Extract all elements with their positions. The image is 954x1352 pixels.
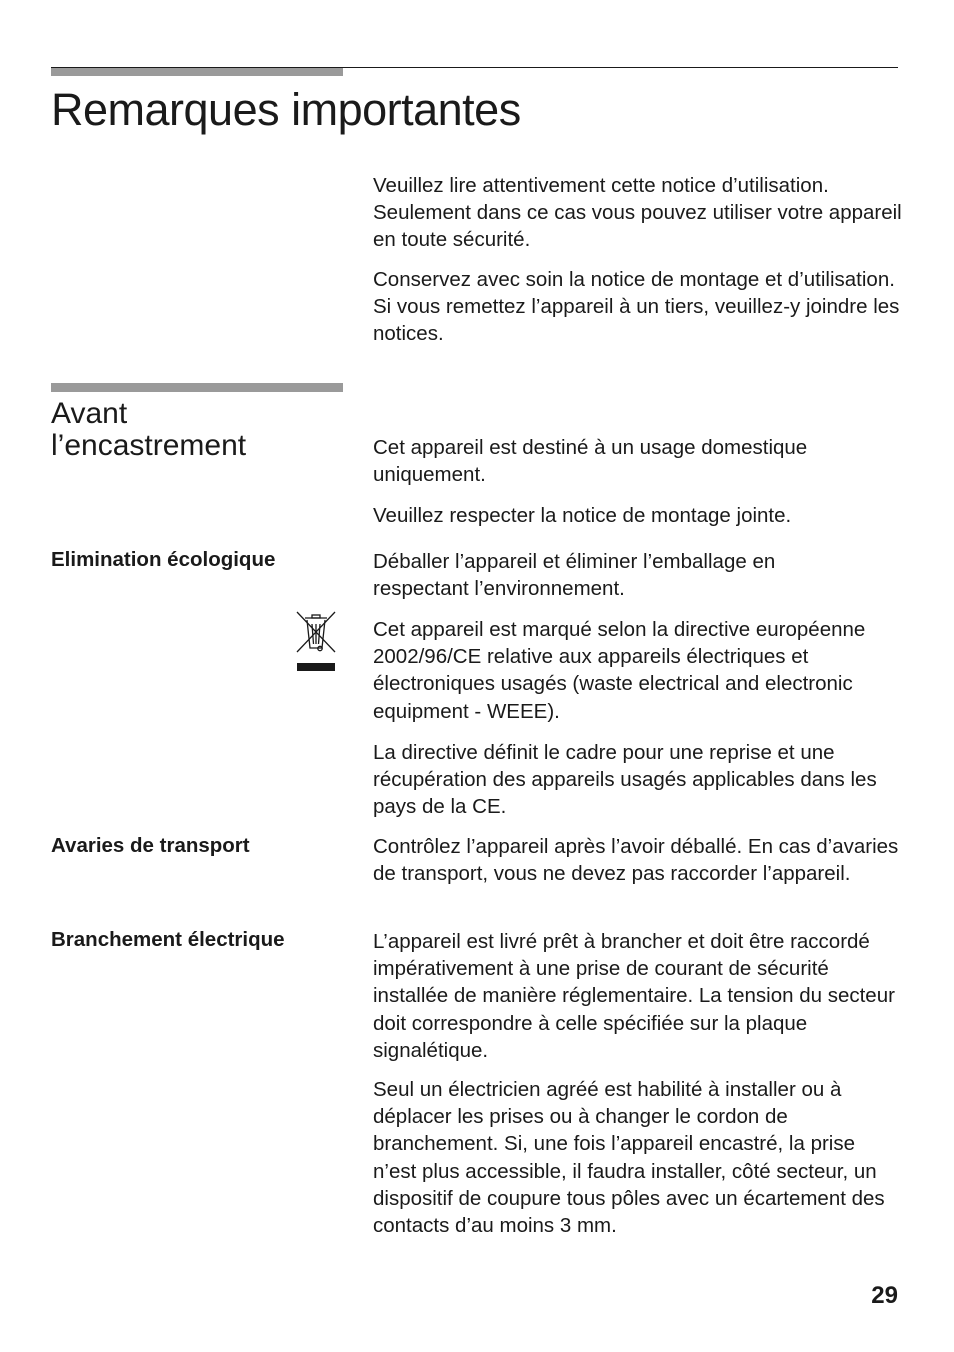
weee-crossed-bin-icon — [294, 610, 338, 674]
electrical-paragraph-2: Seul un électricien agréé est habilité à installer ou à déplacer les prises ou à changer le cordon de branchement. Si, une fois l’appareil encastré, la prise n’est plus accessible, il faudra installer, côté secteur, un dispositif de coupure tous pôles avec un écartement des contacts d’au moins 3 mm. — [373, 1078, 885, 1238]
page-title: Remarques importantes — [51, 84, 521, 135]
elimination-paragraph-3: La directive définit le cadre pour une reprise et une récupération des appareils usagés applicables dans les pays de la CE. — [373, 741, 877, 819]
electrical-paragraph-1: L’appareil est livré prêt à brancher et doit être raccordé impérativement à une prise de courant de sécurité installée de manière réglementaire. La tension du secteur doit correspondre à celle spécifiée sur la plaque signalétique. — [373, 930, 895, 1062]
section-title-line-1: Avant — [51, 397, 128, 430]
title-accent-bar — [51, 67, 343, 76]
section-title — [51, 398, 246, 462]
transport-paragraph-1: Contrôlez l’appareil après l’avoir déballé. En cas d’avaries de transport, vous ne devez pas raccorder l’appareil. — [373, 835, 899, 886]
electrical-label: Branchement électrique — [51, 928, 285, 951]
page-number: 29 — [871, 1282, 898, 1309]
elimination-paragraph-1: Déballer l’appareil et éliminer l’emballage en respectant l’environnement. — [373, 550, 776, 601]
section-title-line-2: l’encastrement — [51, 429, 247, 462]
section-paragraph-2: Veuillez respecter la notice de montage jointe. — [373, 504, 792, 527]
section-paragraph-1: Cet appareil est destiné à un usage domestique uniquement. — [373, 436, 808, 487]
elimination-label: Elimination écologique — [51, 548, 276, 571]
title-rule — [51, 67, 898, 68]
intro-paragraph-1: Veuillez lire attentivement cette notice d’utilisation. Seulement dans ce cas vous pouvez utiliser votre appareil en toute sécurité. — [373, 174, 902, 252]
elimination-paragraph-2: Cet appareil est marqué selon la directive européenne 2002/96/CE relative aux appareils électriques et électroniques usagés (waste electrical and electronic equipment - WEEE). — [373, 618, 866, 723]
intro-paragraph-2: Conservez avec soin la notice de montage et d’utilisation. Si vous remettez l’appareil à un tiers, veuillez-y joindre les notices. — [373, 268, 900, 346]
section-accent-bar — [51, 383, 343, 392]
transport-label: Avaries de transport — [51, 834, 250, 857]
